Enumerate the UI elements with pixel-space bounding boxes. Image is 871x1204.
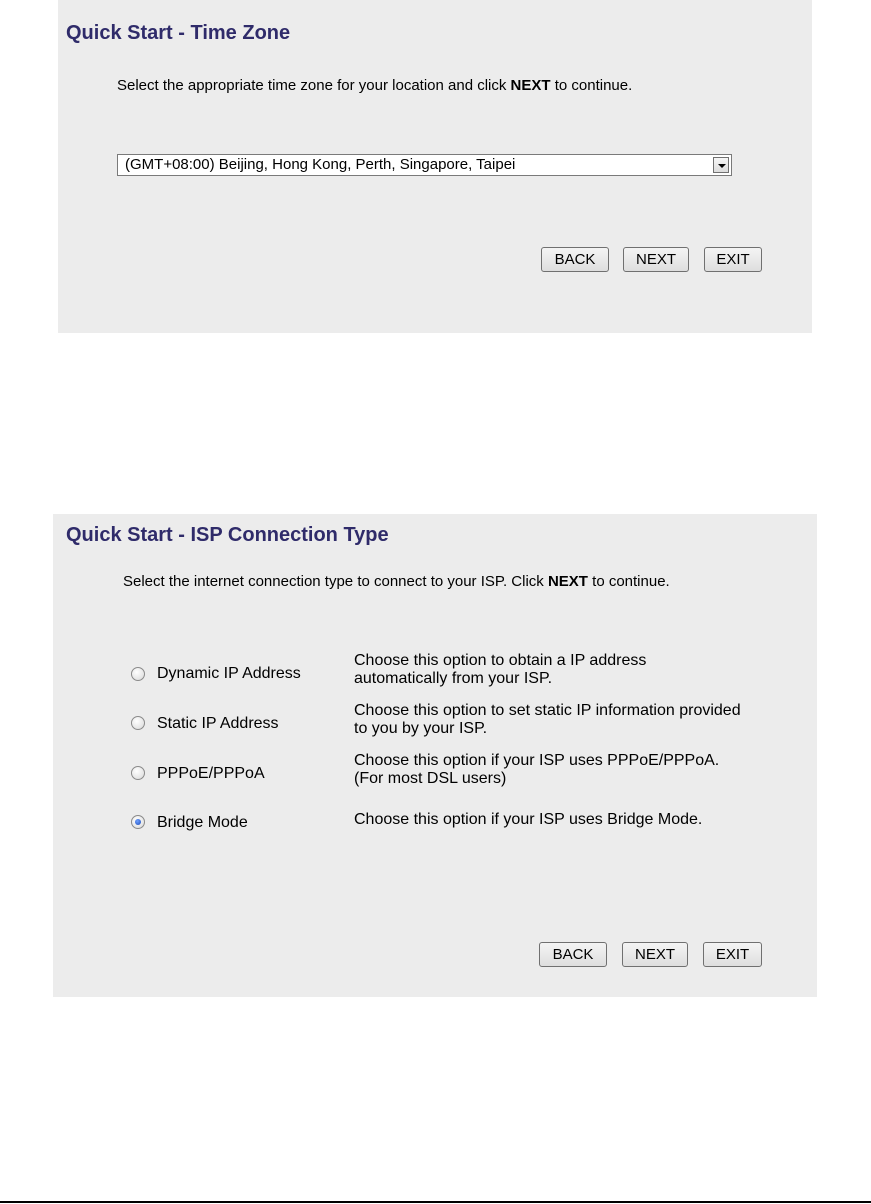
timezone-instruction	[117, 77, 632, 94]
chevron-down-icon[interactable]	[713, 157, 729, 173]
page-footer-rule	[0, 1201, 871, 1203]
timezone-select-value: (GMT+08:00) Beijing, Hong Kong, Perth, Singapore, Taipei	[125, 156, 516, 173]
option-desc-bridge-mode	[354, 811, 702, 829]
exit-button[interactable]: EXIT	[704, 247, 762, 272]
radio-static-ip[interactable]	[131, 716, 145, 730]
isp-instruction-post: to continue.	[587, 573, 670, 590]
timezone-title: Quick Start - Time Zone	[66, 22, 291, 44]
isp-instruction	[123, 573, 670, 590]
option-label-bridge-mode[interactable]: Bridge Mode	[157, 814, 248, 831]
option-desc-line1: Choose this option if your ISP uses PPPoE/PPPoA.	[354, 752, 720, 769]
timezone-instruction-pre: Select the appropriate time zone for your location and click	[117, 77, 511, 94]
option-desc-line1: Choose this option to set static IP information provided	[354, 702, 741, 719]
isp-connection-panel	[53, 514, 817, 997]
option-desc-static-ip	[354, 702, 741, 738]
isp-instruction-bold: NEXT	[547, 573, 588, 590]
timezone-select[interactable]	[117, 154, 732, 176]
timezone-panel	[58, 0, 812, 333]
option-desc-line1: Choose this option to obtain a IP address	[354, 652, 647, 669]
next-button[interactable]: NEXT	[623, 247, 689, 272]
option-label-static-ip[interactable]: Static IP Address	[157, 715, 279, 732]
timezone-instruction-post: to continue.	[550, 77, 633, 94]
next-button[interactable]: NEXT	[622, 942, 688, 967]
option-desc-line2: to you by your ISP.	[354, 720, 488, 737]
option-label-dynamic-ip[interactable]: Dynamic IP Address	[157, 665, 301, 682]
radio-bridge-mode[interactable]	[131, 815, 145, 829]
option-desc-line2: (For most DSL users)	[354, 770, 507, 787]
option-label-pppoe[interactable]: PPPoE/PPPoA	[157, 765, 265, 782]
option-desc-line1: Choose this option if your ISP uses Bridge Mode.	[354, 811, 703, 828]
timezone-instruction-bold: NEXT	[510, 77, 551, 94]
isp-title: Quick Start - ISP Connection Type	[66, 524, 389, 546]
isp-instruction-pre: Select the internet connection type to connect to your ISP. Click	[123, 573, 548, 590]
radio-pppoe[interactable]	[131, 766, 145, 780]
option-desc-pppoe	[354, 752, 719, 788]
exit-button[interactable]: EXIT	[703, 942, 762, 967]
option-desc-dynamic-ip	[354, 652, 646, 688]
option-desc-line2: automatically from your ISP.	[354, 670, 553, 687]
back-button[interactable]: BACK	[539, 942, 607, 967]
radio-dynamic-ip[interactable]	[131, 667, 145, 681]
back-button[interactable]: BACK	[541, 247, 609, 272]
